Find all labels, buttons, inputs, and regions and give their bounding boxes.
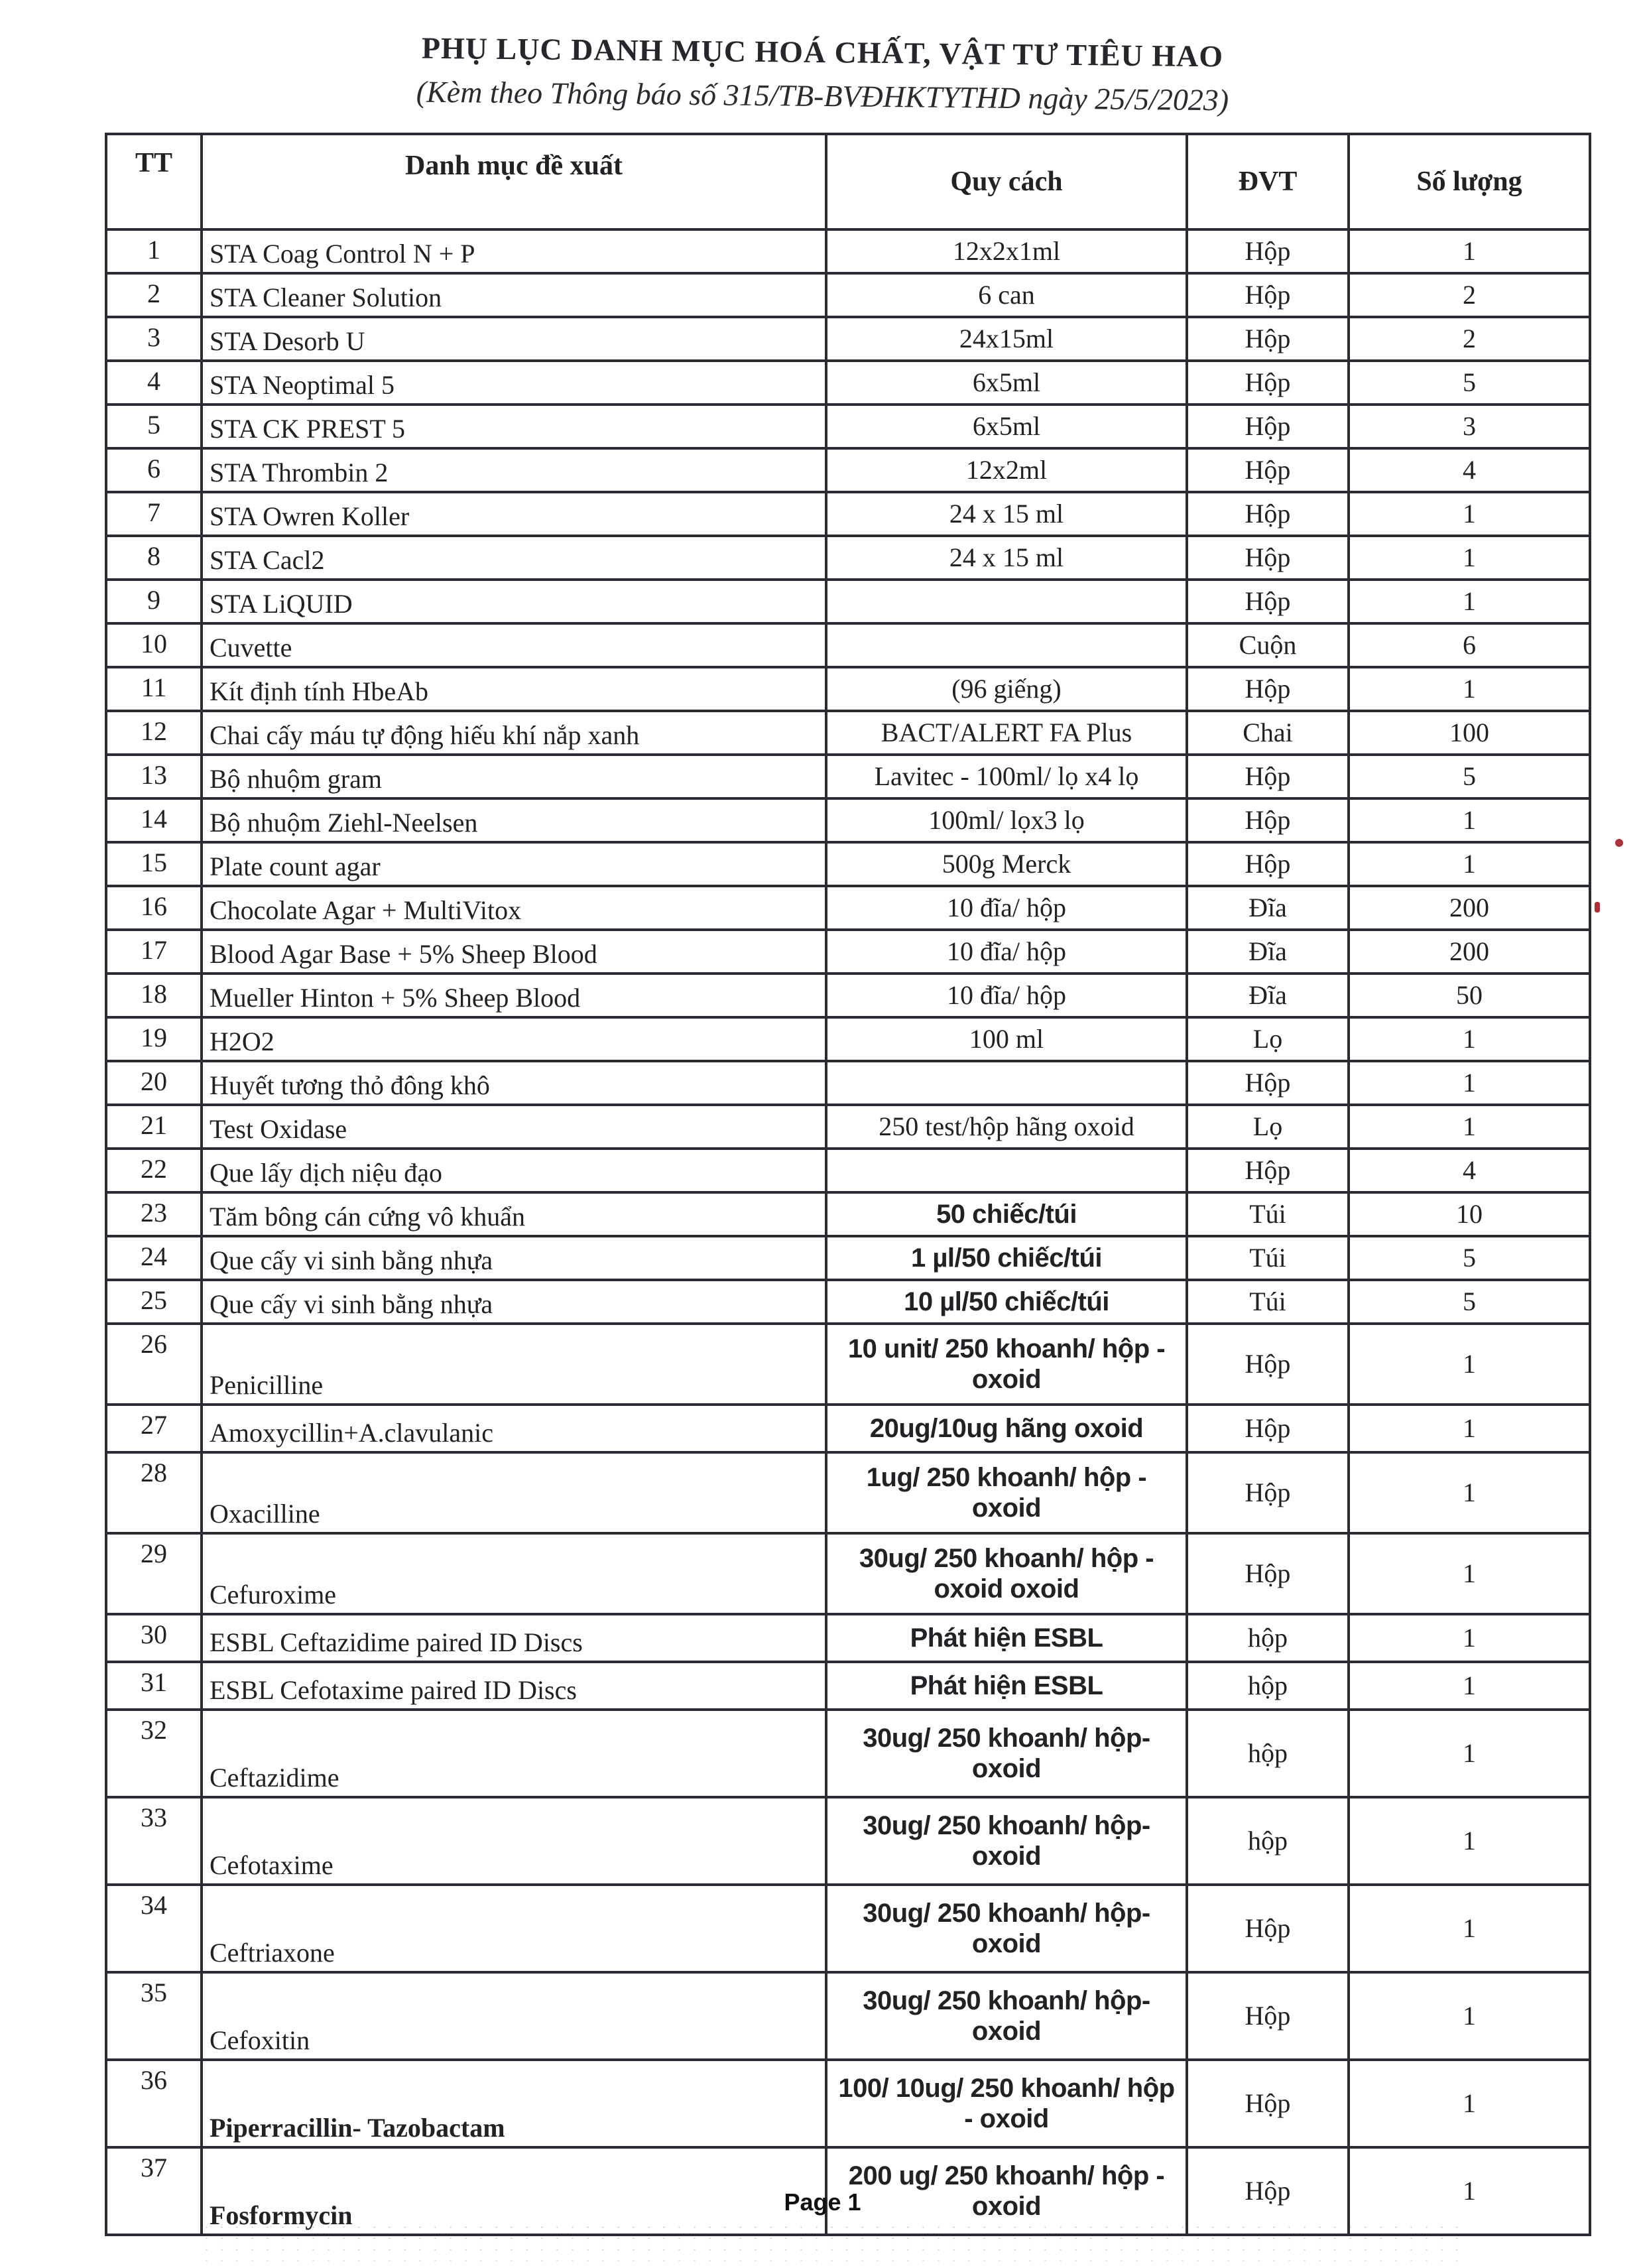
row-number: 19 [106,1017,202,1061]
table-row [106,492,1590,536]
item-quantity: 50 [1349,974,1590,1017]
item-quantity: 1 [1349,1885,1590,1972]
item-name: Que cấy vi sinh bằng nhựa [202,1236,826,1280]
item-unit: hộp [1187,1797,1349,1885]
item-unit: Hộp [1187,317,1349,361]
item-spec: 24x15ml [826,317,1187,361]
item-unit: Túi [1187,1192,1349,1236]
item-spec: 12x2ml [826,448,1187,492]
item-quantity: 5 [1349,361,1590,405]
item-spec: 6 can [826,273,1187,317]
row-number: 22 [106,1149,202,1192]
item-unit: Hộp [1187,273,1349,317]
item-spec: 10 đĩa/ hộp [826,930,1187,974]
item-quantity: 1 [1349,1017,1590,1061]
table-row [106,1452,1590,1533]
row-number: 20 [106,1061,202,1105]
item-name: Plate count agar [202,842,826,886]
item-quantity: 1 [1349,2147,1590,2235]
item-spec: 500g Merck [826,842,1187,886]
item-name: Penicilline [202,1324,826,1405]
row-number: 9 [106,580,202,623]
item-spec: (96 giếng) [826,667,1187,711]
item-spec: 6x5ml [826,361,1187,405]
item-spec: 30ug/ 250 khoanh/ hộp-oxoid [826,1797,1187,1885]
row-number: 30 [106,1614,202,1662]
item-name: Blood Agar Base + 5% Sheep Blood [202,930,826,974]
row-number: 31 [106,1662,202,1710]
table-row [106,1017,1590,1061]
row-number: 35 [106,1972,202,2060]
item-quantity: 200 [1349,930,1590,974]
item-unit: Hộp [1187,755,1349,798]
row-number: 25 [106,1280,202,1324]
item-unit: Hộp [1187,667,1349,711]
table-row [106,317,1590,361]
item-name: STA Coag Control N + P [202,229,826,273]
item-spec: Lavitec - 100ml/ lọ x4 lọ [826,755,1187,798]
document-subtitle: (Kèm theo Thông báo số 315/TB-BVĐHKTYTHD ngày 25/5/2023) [416,74,1229,117]
item-unit: Cuộn [1187,623,1349,667]
item-name: STA Neoptimal 5 [202,361,826,405]
item-quantity: 100 [1349,711,1590,755]
table-row [106,1797,1590,1885]
item-quantity: 3 [1349,405,1590,448]
item-unit: Lọ [1187,1105,1349,1149]
item-spec: 1 µl/50 chiếc/túi [826,1236,1187,1280]
item-spec: 100/ 10ug/ 250 khoanh/ hộp - oxoid [826,2060,1187,2147]
item-quantity: 6 [1349,623,1590,667]
row-number: 28 [106,1452,202,1533]
row-number: 18 [106,974,202,1017]
item-name: Fosformycin [202,2147,826,2235]
item-unit: Hộp [1187,448,1349,492]
item-quantity: 2 [1349,273,1590,317]
row-number: 33 [106,1797,202,1885]
item-quantity: 1 [1349,1324,1590,1405]
item-quantity: 5 [1349,1280,1590,1324]
item-unit: Túi [1187,1280,1349,1324]
table-row [106,930,1590,974]
item-quantity: 1 [1349,580,1590,623]
table-row [106,1280,1590,1324]
table-row [106,2060,1590,2147]
item-spec: 12x2x1ml [826,229,1187,273]
item-unit: Hộp [1187,1972,1349,2060]
header-spec: Quy cách [826,134,1187,229]
row-number: 24 [106,1236,202,1280]
row-number: 2 [106,273,202,317]
item-unit: Hộp [1187,1405,1349,1452]
row-number: 8 [106,536,202,580]
item-spec: 24 x 15 ml [826,536,1187,580]
item-quantity: 4 [1349,1149,1590,1192]
item-quantity: 1 [1349,1797,1590,1885]
item-unit: Hộp [1187,1885,1349,1972]
table-row [106,1972,1590,2060]
item-name: Mueller Hinton + 5% Sheep Blood [202,974,826,1017]
item-name: STA Owren Koller [202,492,826,536]
item-name: Bộ nhuộm Ziehl-Neelsen [202,798,826,842]
item-spec: 10 đĩa/ hộp [826,886,1187,930]
item-spec: 10 đĩa/ hộp [826,974,1187,1017]
table-row [106,1405,1590,1452]
row-number: 3 [106,317,202,361]
item-quantity: 5 [1349,1236,1590,1280]
item-quantity: 2 [1349,317,1590,361]
item-unit: Hộp [1187,842,1349,886]
item-unit: Đĩa [1187,886,1349,930]
item-name: STA Cleaner Solution [202,273,826,317]
item-name: Kít định tính HbeAb [202,667,826,711]
row-number: 5 [106,405,202,448]
item-quantity: 1 [1349,492,1590,536]
row-number: 10 [106,623,202,667]
item-spec [826,1149,1187,1192]
item-spec: 10 unit/ 250 khoanh/ hộp - oxoid [826,1324,1187,1405]
item-name: STA Desorb U [202,317,826,361]
stamp-mark [1595,902,1600,913]
table-row [106,1662,1590,1710]
item-spec: 100 ml [826,1017,1187,1061]
header-tt: TT [106,134,202,229]
item-spec: 24 x 15 ml [826,492,1187,536]
item-quantity: 1 [1349,1662,1590,1710]
row-number: 11 [106,667,202,711]
page-number: Page 1 [784,2188,861,2216]
row-number: 14 [106,798,202,842]
row-number: 23 [106,1192,202,1236]
item-unit: Hộp [1187,229,1349,273]
item-name: H2O2 [202,1017,826,1061]
table-row [106,361,1590,405]
item-unit: hộp [1187,1662,1349,1710]
item-spec: 6x5ml [826,405,1187,448]
row-number: 1 [106,229,202,273]
item-unit: Hộp [1187,580,1349,623]
item-spec: 50 chiếc/túi [826,1192,1187,1236]
item-name: Chocolate Agar + MultiVitox [202,886,826,930]
item-unit: Hộp [1187,2147,1349,2235]
table-row [106,886,1590,930]
table-row [106,974,1590,1017]
item-unit: Túi [1187,1236,1349,1280]
table-header-row [106,134,1590,229]
table-row [106,1061,1590,1105]
table-row [106,755,1590,798]
item-name: Tăm bông cán cứng vô khuẩn [202,1192,826,1236]
item-unit: Hộp [1187,536,1349,580]
item-spec: 30ug/ 250 khoanh/ hộp-oxoid [826,1710,1187,1797]
item-unit: Đĩa [1187,930,1349,974]
item-name: Ceftriaxone [202,1885,826,1972]
supplies-table [105,133,1591,2236]
item-quantity: 1 [1349,1710,1590,1797]
item-unit: Hộp [1187,361,1349,405]
item-quantity: 1 [1349,1405,1590,1452]
table-row [106,273,1590,317]
table-row [106,1149,1590,1192]
item-unit: Hộp [1187,1324,1349,1405]
row-number: 12 [106,711,202,755]
row-number: 27 [106,1405,202,1452]
table-row [106,711,1590,755]
item-quantity: 1 [1349,798,1590,842]
item-name: ESBL Cefotaxime paired ID Discs [202,1662,826,1710]
table-row [106,1192,1590,1236]
item-quantity: 1 [1349,536,1590,580]
item-name: STA CK PREST 5 [202,405,826,448]
item-quantity: 1 [1349,1533,1590,1614]
item-quantity: 1 [1349,842,1590,886]
item-name: Que lấy dịch niệu đạo [202,1149,826,1192]
item-name: Bộ nhuộm gram [202,755,826,798]
item-spec: Phát hiện ESBL [826,1614,1187,1662]
item-name: STA Cacl2 [202,536,826,580]
row-number: 34 [106,1885,202,1972]
table-row [106,842,1590,886]
item-unit: Chai [1187,711,1349,755]
item-name: Test Oxidase [202,1105,826,1149]
row-number: 4 [106,361,202,405]
item-unit: Hộp [1187,1149,1349,1192]
row-number: 15 [106,842,202,886]
table-row [106,1105,1590,1149]
table-row [106,1324,1590,1405]
row-number: 21 [106,1105,202,1149]
item-quantity: 4 [1349,448,1590,492]
row-number: 36 [106,2060,202,2147]
item-unit: Hộp [1187,492,1349,536]
item-quantity: 1 [1349,1452,1590,1533]
item-name: ESBL Ceftazidime paired ID Discs [202,1614,826,1662]
item-spec: 100ml/ lọx3 lọ [826,798,1187,842]
table-row [106,667,1590,711]
item-name: Cefoxitin [202,1972,826,2060]
row-number: 32 [106,1710,202,1797]
table-row [106,798,1590,842]
table-row [106,1885,1590,1972]
item-name: Que cấy vi sinh bằng nhựa [202,1280,826,1324]
row-number: 26 [106,1324,202,1405]
row-number: 6 [106,448,202,492]
item-spec [826,623,1187,667]
document-title: PHỤ LỤC DANH MỤC HOÁ CHẤT, VẬT TƯ TIÊU HAO [421,31,1224,74]
item-name: Chai cấy máu tự động hiếu khí nắp xanh [202,711,826,755]
item-name: Oxacilline [202,1452,826,1533]
row-number: 17 [106,930,202,974]
table-row [106,1614,1590,1662]
item-unit: Đĩa [1187,974,1349,1017]
item-unit: Hộp [1187,1533,1349,1614]
item-spec: 200 ug/ 250 khoanh/ hộp - oxoid [826,2147,1187,2235]
item-name: Huyết tương thỏ đông khô [202,1061,826,1105]
header-name: Danh mục đề xuất [202,134,826,229]
table-row [106,536,1590,580]
item-unit: Lọ [1187,1017,1349,1061]
item-spec: 10 µl/50 chiếc/túi [826,1280,1187,1324]
item-name: Ceftazidime [202,1710,826,1797]
item-unit: Hộp [1187,405,1349,448]
item-spec: 30ug/ 250 khoanh/ hộp-oxoid [826,1972,1187,2060]
table-row [106,229,1590,273]
table-row [106,1533,1590,1614]
row-number: 29 [106,1533,202,1614]
item-quantity: 5 [1349,755,1590,798]
row-number: 37 [106,2147,202,2235]
item-unit: hộp [1187,1710,1349,1797]
table-row [106,1236,1590,1280]
item-unit: hộp [1187,1614,1349,1662]
item-spec: 30ug/ 250 khoanh/ hộp - oxoid oxoid [826,1533,1187,1614]
item-spec: 20ug/10ug hãng oxoid [826,1405,1187,1452]
item-quantity: 1 [1349,667,1590,711]
item-name: Amoxycillin+A.clavulanic [202,1405,826,1452]
header-qty: Số lượng [1349,134,1590,229]
table-row [106,1710,1590,1797]
stamp-mark [1615,839,1623,847]
item-spec: BACT/ALERT FA Plus [826,711,1187,755]
item-unit: Hộp [1187,1061,1349,1105]
item-quantity: 200 [1349,886,1590,930]
table-row [106,580,1590,623]
row-number: 16 [106,886,202,930]
item-spec: 1ug/ 250 khoanh/ hộp -oxoid [826,1452,1187,1533]
item-spec: 250 test/hộp hãng oxoid [826,1105,1187,1149]
item-name: Piperracillin- Tazobactam [202,2060,826,2147]
item-spec: Phát hiện ESBL [826,1662,1187,1710]
item-quantity: 1 [1349,1972,1590,2060]
item-name: Cefuroxime [202,1533,826,1614]
item-quantity: 1 [1349,1105,1590,1149]
item-quantity: 1 [1349,2060,1590,2147]
item-name: Cuvette [202,623,826,667]
table-body [106,229,1590,2235]
item-unit: Hộp [1187,798,1349,842]
item-spec [826,1061,1187,1105]
item-quantity: 1 [1349,229,1590,273]
table-row [106,405,1590,448]
item-name: STA Thrombin 2 [202,448,826,492]
header-unit: ĐVT [1187,134,1349,229]
table-row [106,623,1590,667]
row-number: 13 [106,755,202,798]
item-unit: Hộp [1187,2060,1349,2147]
item-name: STA LiQUID [202,580,826,623]
item-quantity: 10 [1349,1192,1590,1236]
table-row [106,448,1590,492]
item-unit: Hộp [1187,1452,1349,1533]
item-name: Cefotaxime [202,1797,826,1885]
scan-noise [199,2222,1459,2261]
item-quantity: 1 [1349,1061,1590,1105]
item-quantity: 1 [1349,1614,1590,1662]
item-spec: 30ug/ 250 khoanh/ hộp-oxoid [826,1885,1187,1972]
row-number: 7 [106,492,202,536]
item-spec [826,580,1187,623]
